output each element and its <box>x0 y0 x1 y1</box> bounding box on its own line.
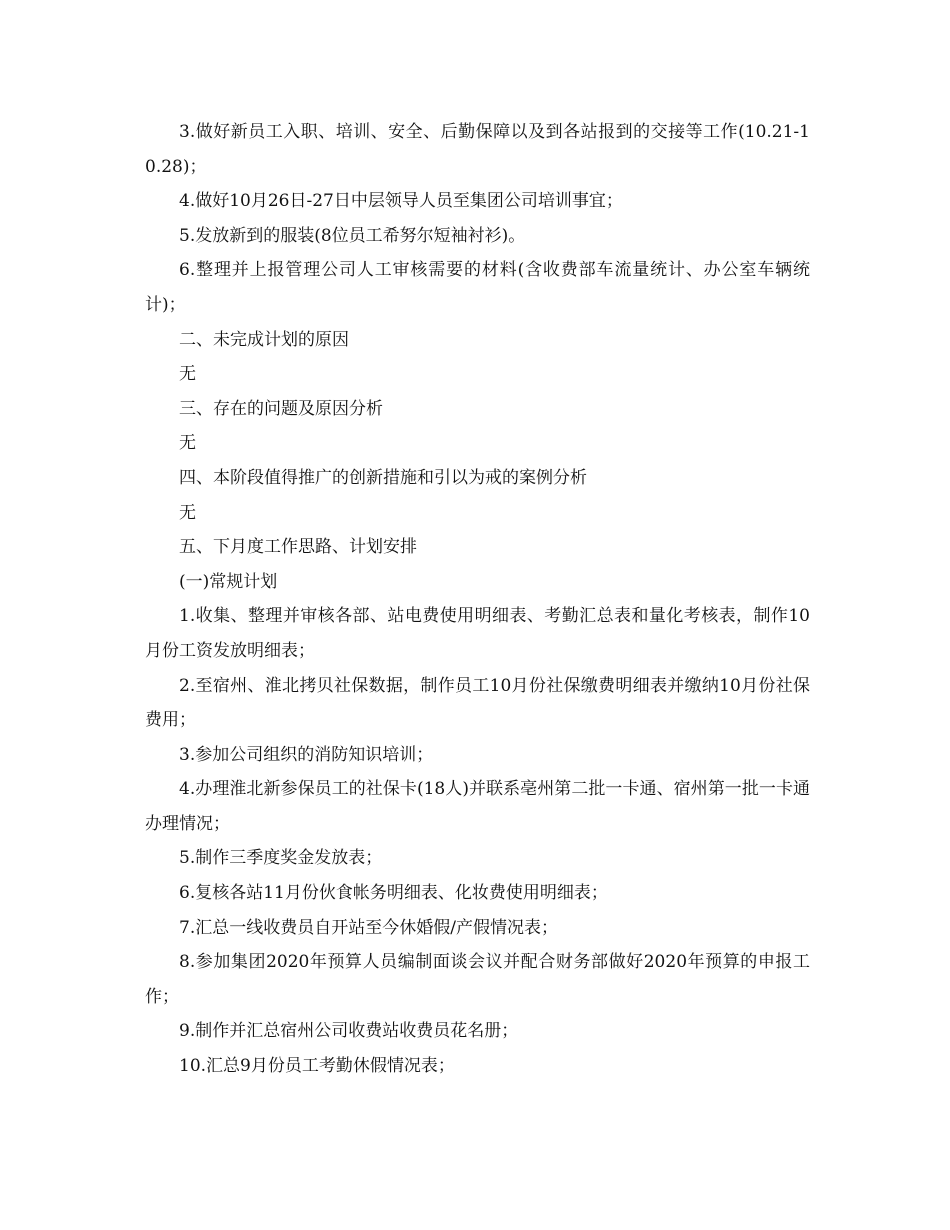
paragraph-item-6-materials: 6.整理并上报管理公司人工审核需要的材料(含收费部车流量统计、办公室车辆统计)； <box>145 260 810 315</box>
plan-item-6: 6.复核各站11月份伙食帐务明细表、化妆费使用明细表； <box>179 883 608 904</box>
paragraph-item-5-uniforms: 5.发放新到的服装(8位员工希努尔短袖衬衫)。 <box>179 225 526 246</box>
document-body <box>145 115 810 1084</box>
section-3-body: 无 <box>179 433 196 454</box>
subsection-heading-routine-plan: (一)常规计划 <box>179 571 278 592</box>
plan-item-9: 9.制作并汇总宿州公司收费站收费员花名册； <box>179 1021 519 1042</box>
plan-item-2: 2.至宿州、淮北拷贝社保数据，制作员工10月份社保缴费明细表并缴纳10月份社保费用； <box>145 675 810 731</box>
section-4-body: 无 <box>179 502 196 523</box>
plan-item-10: 10.汇总9月份员工考勤休假情况表； <box>179 1056 455 1077</box>
plan-item-5: 5.制作三季度奖金发放表； <box>179 848 383 869</box>
plan-item-4: 4.办理淮北新参保员工的社保卡(18人)并联系亳州第二批一卡通、宿州第一批一卡通办理情况； <box>145 779 810 834</box>
plan-item-1: 1.收集、整理并审核各部、站电费使用明细表、考勤汇总表和量化考核表，制作10月份工资发放明细表； <box>145 606 810 661</box>
section-heading-3: 三、存在的问题及原因分析 <box>179 398 383 419</box>
section-heading-4: 四、本阶段值得推广的创新措施和引以为戒的案例分析 <box>179 467 587 488</box>
section-2-body: 无 <box>179 364 196 385</box>
plan-item-7: 7.汇总一线收费员自开站至今休婚假/产假情况表； <box>179 917 558 938</box>
paragraph-item-4-training: 4.做好10月26日-27日中层领导人员至集团公司培训事宜； <box>179 191 623 212</box>
plan-item-3: 3.参加公司组织的消防知识培训； <box>179 744 434 765</box>
section-heading-2: 二、未完成计划的原因 <box>179 329 349 350</box>
plan-item-8: 8.参加集团2020年预算人员编制面谈会议并配合财务部做好2020年预算的申报工作； <box>145 952 810 1007</box>
section-heading-5: 五、下月度工作思路、计划安排 <box>179 537 417 558</box>
paragraph-item-3-onboarding: 3.做好新员工入职、培训、安全、后勤保障以及到各站报到的交接等工作(10.21-10.28)； <box>145 122 810 177</box>
